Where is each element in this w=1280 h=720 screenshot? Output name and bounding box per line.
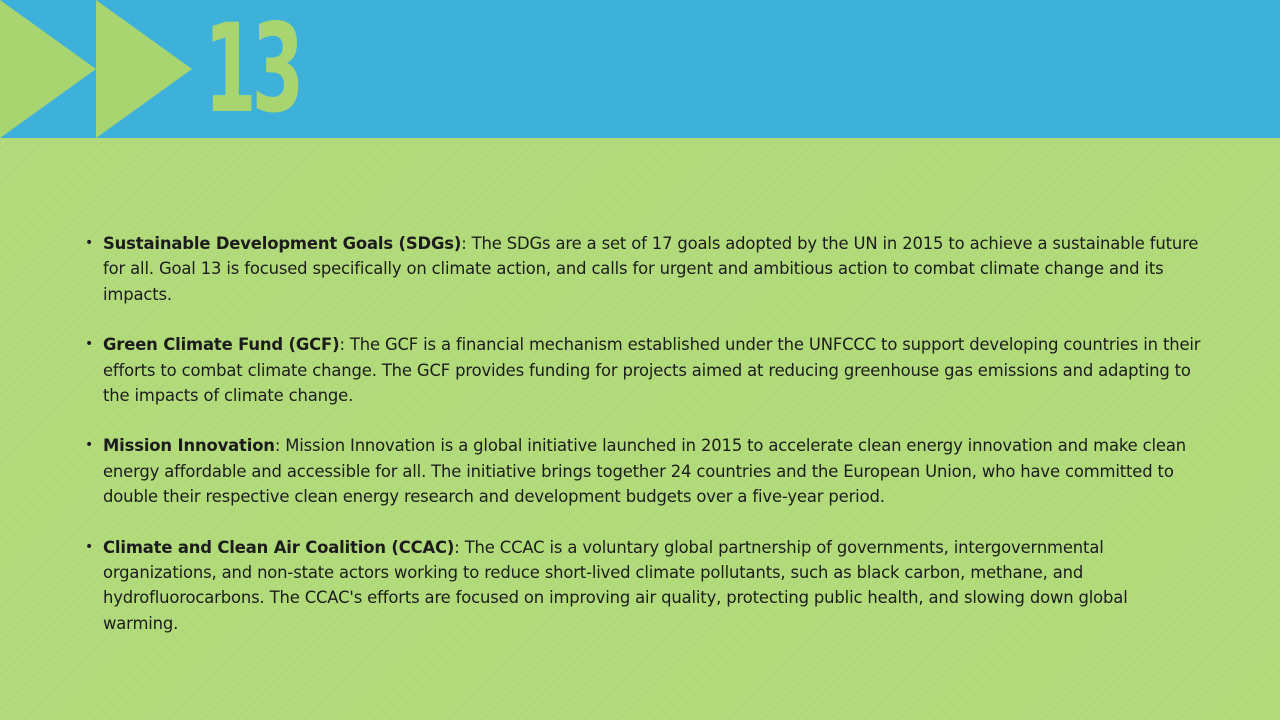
item-title: Mission Innovation xyxy=(103,436,275,456)
item-title: Sustainable Development Goals (SDGs) xyxy=(103,234,462,253)
bullet-icon: • xyxy=(85,437,94,454)
goal-number: 13 xyxy=(204,0,300,140)
list-item-mission-innovation xyxy=(85,433,1205,509)
item-text: : The CCAC is a voluntary global partnership of governments, intergovernmental organizations, and non-state actors working to reduce short-lived climate pollutants, such as black carbon, methane, and hydrofluorocarbons. The CCAC's efforts are focused on improving air quality, protecting public health, and slowing down global warming. xyxy=(103,537,1128,633)
chevron-right-icon xyxy=(96,0,192,138)
header-banner xyxy=(0,0,1280,138)
list-item-gcf xyxy=(85,332,1205,408)
list-item-ccac xyxy=(85,535,1205,637)
bullet-list xyxy=(85,231,1205,636)
list-item-sdgs xyxy=(85,231,1205,307)
bullet-icon: • xyxy=(85,235,94,251)
bullet-icon: • xyxy=(85,538,94,555)
content-area xyxy=(85,231,1205,661)
item-text: : The SDGs are a set of 17 goals adopted by the UN in 2015 to achieve a sustainable future for all. Goal 13 is focused specifically on climate action, and calls for urgent and ambitious action to combat climate change and its impacts. xyxy=(103,234,1199,304)
chevron-left-icon xyxy=(0,0,96,138)
item-title: Green Climate Fund (GCF) xyxy=(103,335,340,355)
item-text: : Mission Innovation is a global initiative launched in 2015 to accelerate clean energy innovation and make clean energy affordable and accessible for all. The initiative brings together 24 countries and the European Union, who have committed to double their respective clean energy research and development budgets over a five-year period. xyxy=(103,436,1186,507)
item-title: Climate and Clean Air Coalition (CCAC) xyxy=(103,537,455,557)
item-text: : The GCF is a financial mechanism established under the UNFCCC to support developing countries in their efforts to combat climate change. The GCF provides funding for projects aimed at reducing greenhouse gas emissions and adapting to the impacts of climate change. xyxy=(103,335,1201,406)
bullet-icon: • xyxy=(85,336,94,353)
